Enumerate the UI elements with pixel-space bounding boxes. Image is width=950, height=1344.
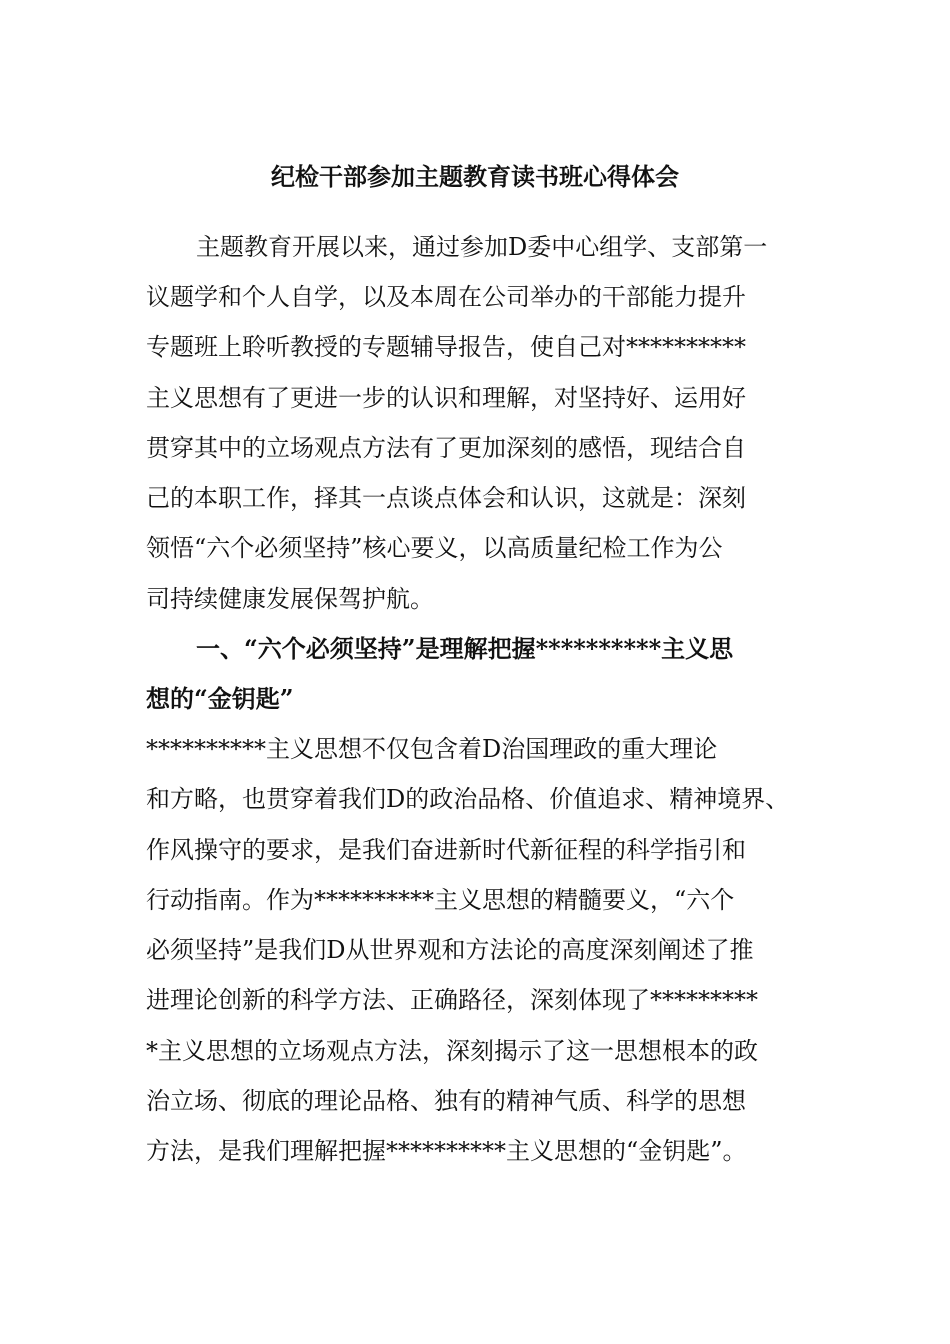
document-title: 纪检干部参加主题教育读书班心得体会 [271, 162, 679, 191]
body-line: 行动指南。作为**********主义思想的精髓要义，“六个 [146, 886, 735, 914]
body-line: 领悟“六个必须坚持”核心要义，以高质量纪检工作为公 [146, 534, 723, 562]
section-heading-line: 一、“六个必须坚持”是理解把握**********主义思 [196, 634, 734, 663]
body-line: 主义思想有了更进一步的认识和理解，对坚持好、运用好 [146, 384, 746, 412]
body-line: 主题教育开展以来，通过参加D委中心组学、支部第一 [196, 233, 768, 261]
body-line: 必须坚持”是我们D从世界观和方法论的高度深刻阐述了推 [146, 936, 754, 964]
body-line: 贯穿其中的立场观点方法有了更加深刻的感悟，现结合自 [146, 434, 746, 462]
body-line: 己的本职工作，择其一点谈点体会和认识，这就是：深刻 [146, 484, 746, 512]
body-line: 议题学和个人自学，以及本周在公司举办的干部能力提升 [146, 283, 746, 311]
body-line: *主义思想的立场观点方法，深刻揭示了这一思想根本的政 [146, 1037, 758, 1065]
body-line: 方法，是我们理解把握**********主义思想的“金钥匙”。 [146, 1137, 747, 1165]
body-line: 司持续健康发展保驾护航。 [146, 585, 434, 613]
body-line: **********主义思想不仅包含着D治国理政的重大理论 [146, 735, 718, 763]
body-line: 治立场、彻底的理论品格、独有的精神气质、科学的思想 [146, 1087, 746, 1115]
body-line: 专题班上聆听教授的专题辅导报告，使自己对********** [146, 333, 746, 361]
section-heading-line: 想的“金钥匙” [146, 684, 294, 713]
body-line: 作风操守的要求，是我们奋进新时代新征程的科学指引和 [146, 836, 746, 864]
body-line: 和方略，也贯穿着我们D的政治品格、价值追求、精神境界、 [146, 785, 790, 813]
body-line: 进理论创新的科学方法、正确路径，深刻体现了********* [146, 986, 758, 1014]
